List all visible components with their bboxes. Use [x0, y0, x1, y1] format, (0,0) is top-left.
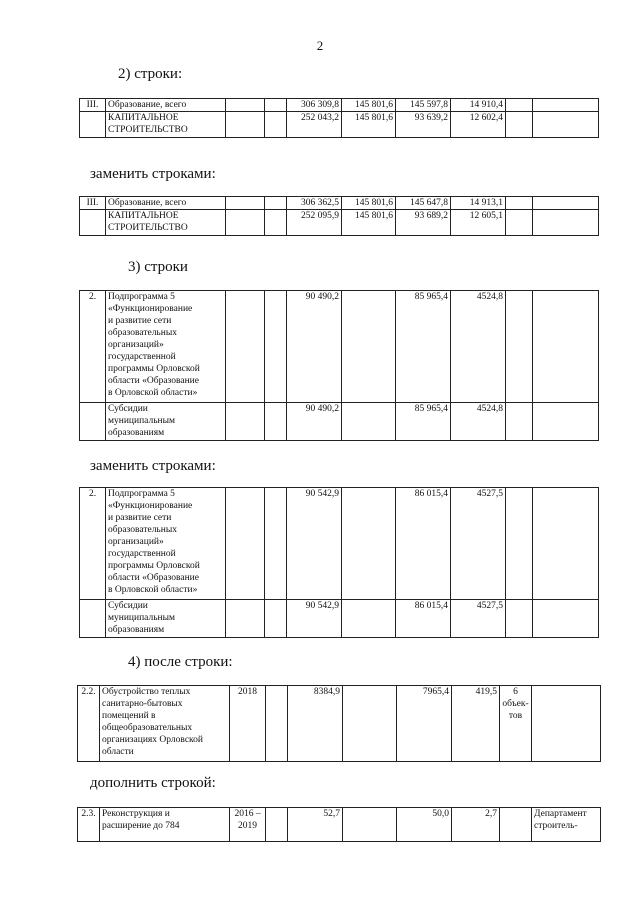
cell-regional: 50,0	[397, 808, 452, 842]
cell-result	[506, 99, 533, 112]
cell-executor	[533, 112, 599, 138]
cell-executor	[533, 403, 599, 441]
cell-federal	[342, 291, 396, 403]
cell-total: 306 362,5	[287, 197, 342, 210]
table-row	[80, 600, 599, 638]
cell-name: Подпрограмма 5 «Функционирование и развитие сети образовательных организаций» государственной программы Орловской области «Образование в Орловской области»	[106, 488, 226, 600]
cell-name: Образование, всего	[106, 197, 226, 210]
cell-federal	[343, 808, 397, 842]
table-row	[80, 488, 599, 600]
cell-executor	[533, 99, 599, 112]
cell-name: Образование, всего	[106, 99, 226, 112]
table-after-row	[77, 685, 601, 762]
cell-total: 252 095,9	[287, 210, 342, 236]
cell-federal	[342, 600, 396, 638]
table-rows-2	[79, 98, 599, 138]
cell-number	[80, 600, 106, 638]
cell-period: 2018	[230, 686, 266, 762]
cell-local: 4527,5	[451, 600, 506, 638]
cell-executor	[533, 600, 599, 638]
section-heading-rows-2: 2) строки:	[118, 66, 183, 82]
cell-result	[506, 403, 533, 441]
table-add-row	[77, 807, 601, 842]
cell-empty	[265, 403, 287, 441]
cell-local: 14 910,4	[451, 99, 506, 112]
cell-result	[506, 197, 533, 210]
cell-number	[80, 403, 106, 441]
cell-result	[500, 808, 532, 842]
cell-executor	[532, 686, 601, 762]
cell-regional: 86 015,4	[396, 600, 451, 638]
cell-executor	[533, 197, 599, 210]
cell-local: 419,5	[452, 686, 500, 762]
table-row	[80, 112, 599, 138]
cell-name: Подпрограмма 5 «Функционирование и развитие сети образовательных организаций» государственной программы Орловской области «Образование в Орловской области»	[106, 291, 226, 403]
cell-local: 4524,8	[451, 403, 506, 441]
cell-federal: 145 801,6	[342, 99, 396, 112]
cell-empty	[266, 808, 288, 842]
cell-regional: 85 965,4	[396, 291, 451, 403]
cell-period	[226, 403, 265, 441]
cell-number: 2.	[80, 488, 106, 600]
section-heading-add-row: дополнить строкой:	[90, 775, 216, 791]
cell-executor	[533, 210, 599, 236]
cell-number: 2.	[80, 291, 106, 403]
cell-empty	[265, 600, 287, 638]
section-heading-replace-2: заменить строками:	[90, 458, 216, 474]
table-row	[80, 197, 599, 210]
cell-name: Субсидии муниципальным образованиям	[106, 600, 226, 638]
cell-total: 306 309,8	[287, 99, 342, 112]
cell-result	[506, 600, 533, 638]
cell-federal	[343, 686, 397, 762]
cell-executor	[533, 488, 599, 600]
cell-regional: 145 597,8	[396, 99, 451, 112]
cell-local: 4527,5	[451, 488, 506, 600]
table-row	[80, 291, 599, 403]
cell-result: 6 объек- тов	[500, 686, 532, 762]
cell-name: Обустройство теплых санитарно-бытовых помещений в общеобразовательных организациях Орловской области	[100, 686, 230, 762]
cell-total: 90 490,2	[287, 291, 342, 403]
table-row	[80, 403, 599, 441]
table-row	[80, 99, 599, 112]
table-replace-2	[79, 487, 599, 638]
cell-period	[226, 291, 265, 403]
cell-local: 4524,8	[451, 291, 506, 403]
cell-name: Реконструкция и расширение до 784	[100, 808, 230, 842]
cell-regional: 93 689,2	[396, 210, 451, 236]
cell-local: 2,7	[452, 808, 500, 842]
table-row	[78, 686, 601, 762]
cell-regional: 93 639,2	[396, 112, 451, 138]
cell-empty	[265, 291, 287, 403]
cell-period	[226, 99, 265, 112]
cell-result	[506, 112, 533, 138]
cell-period	[226, 488, 265, 600]
section-heading-rows-3: 3) строки	[128, 259, 188, 275]
cell-empty	[266, 686, 288, 762]
cell-executor: Департамент строитель-	[532, 808, 601, 842]
cell-federal: 145 801,6	[342, 197, 396, 210]
cell-number	[80, 112, 106, 138]
cell-empty	[265, 210, 287, 236]
cell-number: III.	[80, 197, 106, 210]
cell-name: КАПИТАЛЬНОЕ СТРОИТЕЛЬСТВО	[106, 112, 226, 138]
table-replace-1	[79, 196, 599, 236]
page-number: 2	[316, 38, 324, 53]
cell-period	[226, 197, 265, 210]
cell-total: 8384,9	[288, 686, 343, 762]
cell-result	[506, 291, 533, 403]
cell-name: КАПИТАЛЬНОЕ СТРОИТЕЛЬСТВО	[106, 210, 226, 236]
cell-regional: 86 015,4	[396, 488, 451, 600]
cell-federal: 145 801,6	[342, 210, 396, 236]
cell-total: 90 542,9	[287, 488, 342, 600]
cell-period	[226, 210, 265, 236]
cell-number: 2.2.	[78, 686, 100, 762]
cell-result	[506, 488, 533, 600]
cell-empty	[265, 99, 287, 112]
cell-regional: 7965,4	[397, 686, 452, 762]
cell-period: 2016 – 2019	[230, 808, 266, 842]
cell-federal: 145 801,6	[342, 112, 396, 138]
section-heading-replace-1: заменить строками:	[90, 166, 216, 182]
cell-period	[226, 600, 265, 638]
table-rows-3	[79, 290, 599, 441]
cell-empty	[265, 112, 287, 138]
cell-local: 12 602,4	[451, 112, 506, 138]
cell-period	[226, 112, 265, 138]
cell-total: 90 490,2	[287, 403, 342, 441]
cell-number: 2.3.	[78, 808, 100, 842]
cell-federal	[342, 488, 396, 600]
cell-total: 90 542,9	[287, 600, 342, 638]
cell-number	[80, 210, 106, 236]
cell-result	[506, 210, 533, 236]
table-row	[78, 808, 601, 842]
cell-empty	[265, 197, 287, 210]
cell-regional: 145 647,8	[396, 197, 451, 210]
cell-name: Субсидии муниципальным образованиям	[106, 403, 226, 441]
cell-local: 14 913,1	[451, 197, 506, 210]
cell-executor	[533, 291, 599, 403]
cell-total: 52,7	[288, 808, 343, 842]
section-heading-after-row: 4) после строки:	[128, 654, 233, 670]
cell-regional: 85 965,4	[396, 403, 451, 441]
cell-federal	[342, 403, 396, 441]
table-row	[80, 210, 599, 236]
cell-total: 252 043,2	[287, 112, 342, 138]
cell-local: 12 605,1	[451, 210, 506, 236]
cell-number: III.	[80, 99, 106, 112]
cell-empty	[265, 488, 287, 600]
